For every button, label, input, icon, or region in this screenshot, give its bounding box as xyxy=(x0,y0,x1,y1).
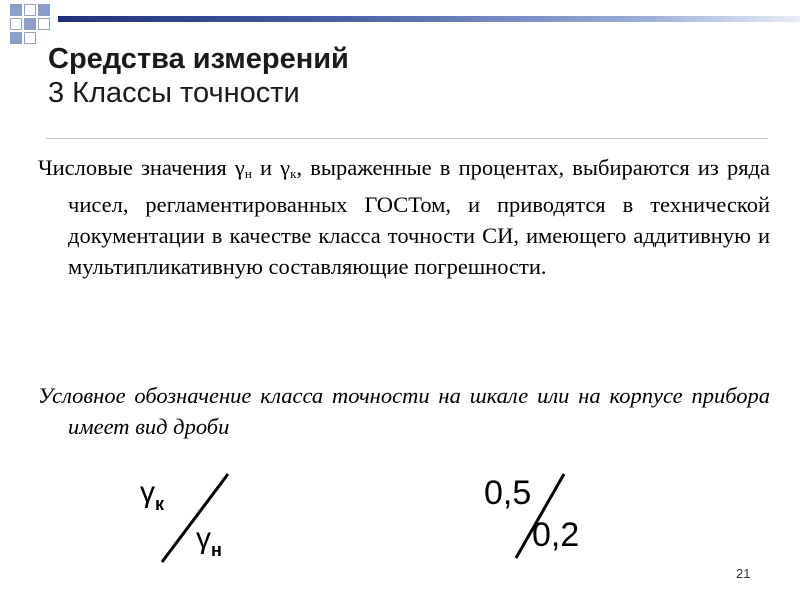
gamma-symbol: γ xyxy=(196,522,211,555)
deco-square xyxy=(24,18,36,30)
para1-text-3: , выраженные в процентах, выбираются из ряда чисел, регламентированных ГОСТом, и приводятся в технической документации в качестве класса точности СИ, имеющего аддитивную и мультипликативную составляющие погрешности. xyxy=(68,155,770,279)
subscript-k: к xyxy=(155,494,165,514)
slide-subtitle: 3 Классы точности xyxy=(48,77,300,109)
slide-title: Средства измерений xyxy=(48,43,349,75)
title-divider xyxy=(46,138,768,139)
header-gradient-bar xyxy=(58,16,800,22)
deco-square xyxy=(10,18,22,30)
deco-square xyxy=(24,4,36,16)
deco-square xyxy=(24,32,36,44)
deco-square xyxy=(10,32,22,44)
subscript-n: н xyxy=(211,540,222,560)
title-block xyxy=(48,42,349,110)
para1-text-2: и γ xyxy=(251,155,291,180)
fraction-symbolic xyxy=(140,468,260,564)
paragraph-notation: Условное обозначение класса точности на шкале или на корпусе прибора имеет вид дроби xyxy=(38,383,770,439)
deco-square xyxy=(10,4,22,16)
para1-text-1: Числовые значения γ xyxy=(38,155,245,180)
gamma-k-subscript: к xyxy=(290,166,297,181)
paragraph-definition xyxy=(38,152,770,282)
gamma-symbol: γ xyxy=(140,476,155,509)
page-number: 21 xyxy=(736,566,751,581)
deco-square xyxy=(38,18,50,30)
fraction-numerator: 0,5 xyxy=(484,474,532,512)
gamma-n-subscript: н xyxy=(244,166,252,181)
deco-square xyxy=(38,4,50,16)
fraction-numerator xyxy=(140,476,164,515)
fraction-example xyxy=(480,468,620,564)
fraction-denominator: 0,2 xyxy=(532,516,580,554)
fraction-denominator xyxy=(196,522,222,561)
